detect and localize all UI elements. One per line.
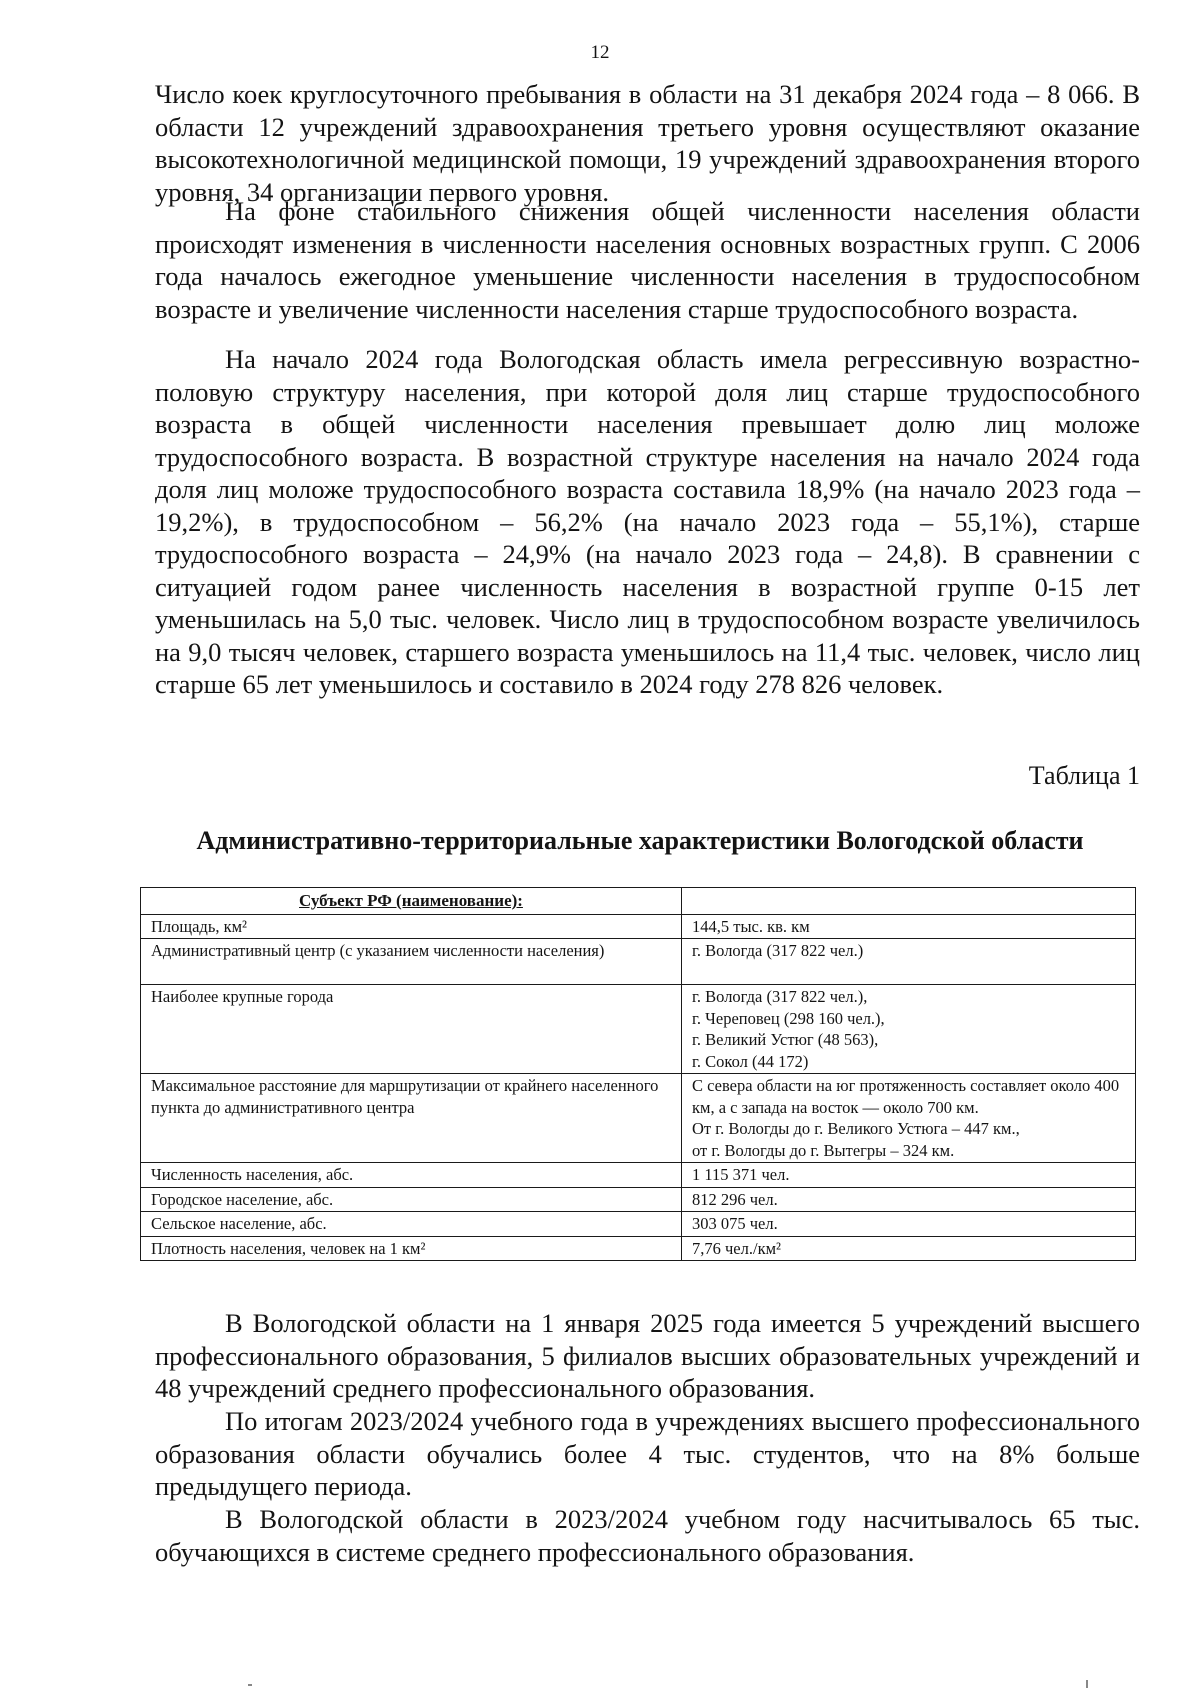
row-label-area: Площадь, км² bbox=[141, 914, 682, 939]
table-row bbox=[141, 914, 1136, 939]
region-characteristics-table bbox=[140, 887, 1136, 1261]
page-number: 12 bbox=[590, 42, 610, 63]
table-row bbox=[141, 985, 1136, 1074]
table-title: Административно-территориальные характеристики Вологодской области bbox=[196, 826, 1084, 855]
row-label-max-distance: Максимальное расстояние для маршрутизации от крайнего населенного пункта до административного центра bbox=[141, 1074, 682, 1163]
row-value-rural-population: 303 075 чел. bbox=[682, 1212, 1136, 1237]
row-label-density: Плотность населения, человек на 1 км² bbox=[141, 1236, 682, 1261]
table-header-empty bbox=[682, 888, 1136, 915]
row-label-urban-population: Городское население, абс. bbox=[141, 1187, 682, 1212]
paragraph-population-groups: На фоне стабильного снижения общей численности населения области происходят изменения в численности населения основных возрастных групп. С 2006 года началось ежегодное уменьшение численности населения в трудоспособном возрасте и увеличение численности населения старше трудоспособного возраста. bbox=[155, 196, 1140, 324]
row-value-max-distance bbox=[682, 1074, 1136, 1163]
table-header-row bbox=[141, 888, 1136, 915]
city-line: г. Великий Устюг (48 563), bbox=[692, 1030, 879, 1049]
distance-line: От г. Вологды до г. Великого Устюга – 447 км., bbox=[692, 1119, 1020, 1138]
table-header-subject: Субъект РФ (наименование): bbox=[141, 888, 682, 915]
scan-artifact bbox=[1086, 1680, 1088, 1688]
row-value-largest-cities bbox=[682, 985, 1136, 1074]
row-value-density: 7,76 чел./км² bbox=[682, 1236, 1136, 1261]
paragraph-higher-education: В Вологодской области на 1 января 2025 года имеется 5 учреждений высшего профессионального образования, 5 филиалов высших образовательных учреждений и 48 учреждений среднего профессионального образования. bbox=[155, 1308, 1140, 1403]
city-line: г. Череповец (298 160 чел.), bbox=[692, 1008, 885, 1028]
paragraph-hospital-beds: Число коек круглосуточного пребывания в области на 31 декабря 2024 года – 8 066. В области 12 учреждений здравоохранения третьего уровня осуществляют оказание высокотехнологичной медицинской помощи, 19 учреждений здравоохранения второго уровня, 34 организации первого уровня. bbox=[155, 79, 1140, 207]
row-value-admin-center: г. Вологда (317 822 чел.) bbox=[682, 939, 1136, 985]
paragraph-vocational: В Вологодской области в 2023/2024 учебном году насчитывалось 65 тыс. обучающихся в системе среднего профессионального образования. bbox=[155, 1504, 1140, 1567]
city-line: г. Сокол (44 172) bbox=[692, 1051, 809, 1071]
row-label-population: Численность населения, абс. bbox=[141, 1163, 682, 1188]
table-row bbox=[141, 1212, 1136, 1237]
row-value-area: 144,5 тыс. кв. км bbox=[682, 914, 1136, 939]
scan-artifact bbox=[248, 1684, 252, 1686]
row-value-urban-population: 812 296 чел. bbox=[682, 1187, 1136, 1212]
table-row bbox=[141, 1187, 1136, 1212]
table-label: Таблица 1 bbox=[1028, 761, 1140, 790]
city-line: г. Вологда (317 822 чел.), bbox=[692, 987, 868, 1006]
paragraph-students: По итогам 2023/2024 учебного года в учреждениях высшего профессионального образования области обучались более 4 тыс. студентов, что на 8% больше предыдущего периода. bbox=[155, 1406, 1140, 1501]
distance-line: от г. Вологды до г. Вытегры – 324 км. bbox=[692, 1140, 955, 1160]
table-row bbox=[141, 1163, 1136, 1188]
row-value-population: 1 115 371 чел. bbox=[682, 1163, 1136, 1188]
paragraph-age-structure: На начало 2024 года Вологодская область имела регрессивную возрастно-половую структуру населения, при которой доля лиц старше трудоспособного возраста в общей численности населения превышает долю лиц моложе трудоспособного возраста. В возрастной структуре населения на начало 2024 года доля лиц моложе трудоспособного возраста составила 18,9% (на начало 2023 года – 19,2%), в трудоспособном – 56,2% (на начало 2023 года – 55,1%), старше трудоспособного возраста – 24,9% (на начало 2023 года – 24,8). В сравнении с ситуацией годом ранее численность населения в возрастной группе 0-15 лет уменьшилась на 5,0 тыс. человек. Число лиц в трудоспособном возрасте увеличилось на 9,0 тысяч человек, старшего возраста уменьшилось на 11,4 тыс. человек, число лиц старше 65 лет уменьшилось и составило в 2024 году 278 826 человек. bbox=[155, 344, 1140, 699]
row-label-largest-cities: Наиболее крупные города bbox=[141, 985, 682, 1074]
row-label-admin-center: Административный центр (с указанием численности населения) bbox=[141, 939, 682, 985]
table-row bbox=[141, 1074, 1136, 1163]
table-row bbox=[141, 1236, 1136, 1261]
table-row bbox=[141, 939, 1136, 985]
row-label-rural-population: Сельское население, абс. bbox=[141, 1212, 682, 1237]
distance-line: С севера области на юг протяженность составляет около 400 км, а с запада на восток — около 700 км. bbox=[692, 1076, 1120, 1117]
